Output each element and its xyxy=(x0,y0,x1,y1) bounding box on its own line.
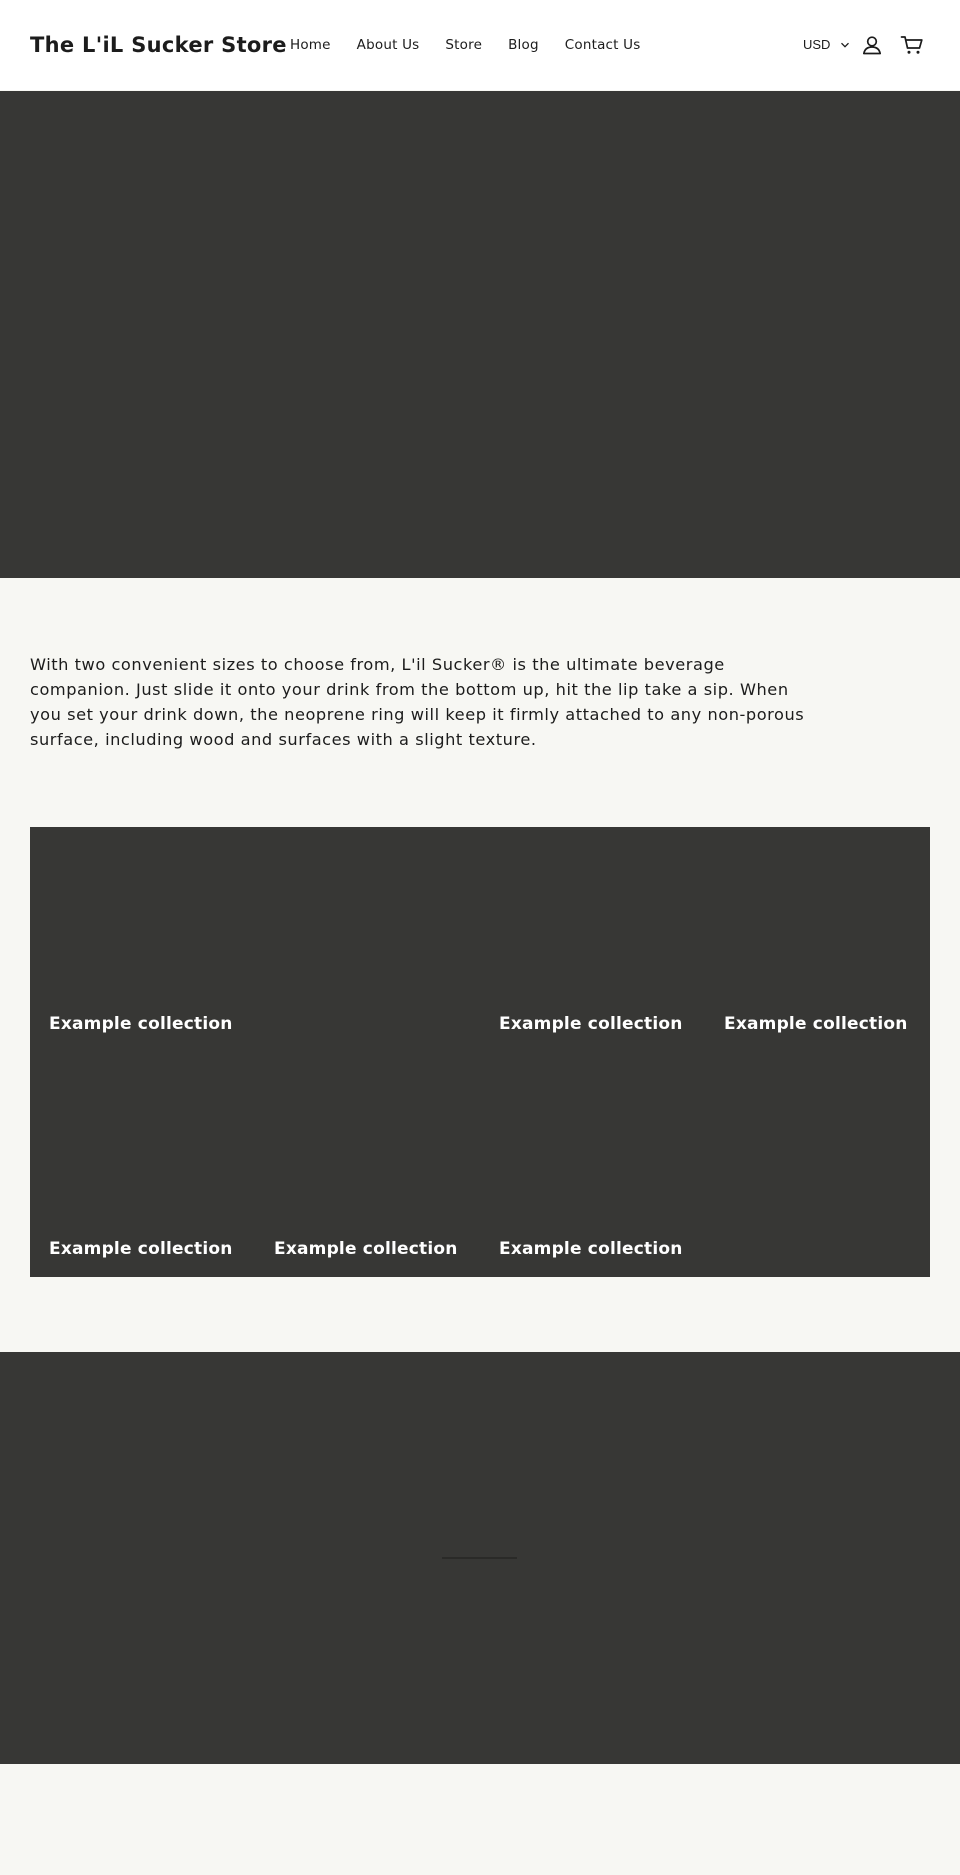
nav-blog[interactable]: Blog xyxy=(508,37,539,53)
collection-card[interactable] xyxy=(480,827,705,1052)
banner-image-placeholder xyxy=(0,1352,960,1764)
nav-contact-us[interactable]: Contact Us xyxy=(564,37,641,53)
nav-about-us[interactable]: About Us xyxy=(356,37,420,53)
main-nav xyxy=(290,34,666,56)
collection-card xyxy=(705,1052,930,1277)
store-logo[interactable]: The L'iL Sucker Store xyxy=(30,33,287,57)
currency-value: USD xyxy=(803,37,831,52)
collection-title: Example collection xyxy=(499,1014,683,1034)
hero-image-placeholder xyxy=(0,91,960,578)
chevron-down-icon xyxy=(840,40,850,50)
cart-icon[interactable] xyxy=(900,33,924,57)
collection-card[interactable] xyxy=(255,1052,480,1277)
collection-title: Example collection xyxy=(724,1014,908,1034)
collection-title: Example collection xyxy=(49,1239,233,1259)
nav-home[interactable]: Home xyxy=(290,37,331,53)
site-header xyxy=(0,0,960,90)
user-icon[interactable] xyxy=(861,34,883,56)
banner-divider xyxy=(442,1557,517,1559)
collection-card[interactable] xyxy=(30,1052,255,1277)
currency-selector[interactable] xyxy=(803,34,850,56)
intro-text: With two convenient sizes to choose from, L'il Sucker® is the ultimate beverage companion. Just slide it onto your drink from the bottom up, hit the lip take a sip. When you set your drink down, the neoprene ring will keep it firmly attached to any non-porous surface, including wood and surfaces with a slight texture. xyxy=(30,655,805,749)
collection-title: Example collection xyxy=(49,1014,233,1034)
collection-card[interactable] xyxy=(30,827,255,1052)
collection-title: Example collection xyxy=(499,1239,683,1259)
collection-card xyxy=(255,827,480,1052)
nav-store[interactable]: Store xyxy=(445,37,483,53)
collection-grid xyxy=(30,827,930,1277)
collection-card[interactable] xyxy=(480,1052,705,1277)
collection-card[interactable] xyxy=(705,827,930,1052)
collection-title: Example collection xyxy=(274,1239,458,1259)
